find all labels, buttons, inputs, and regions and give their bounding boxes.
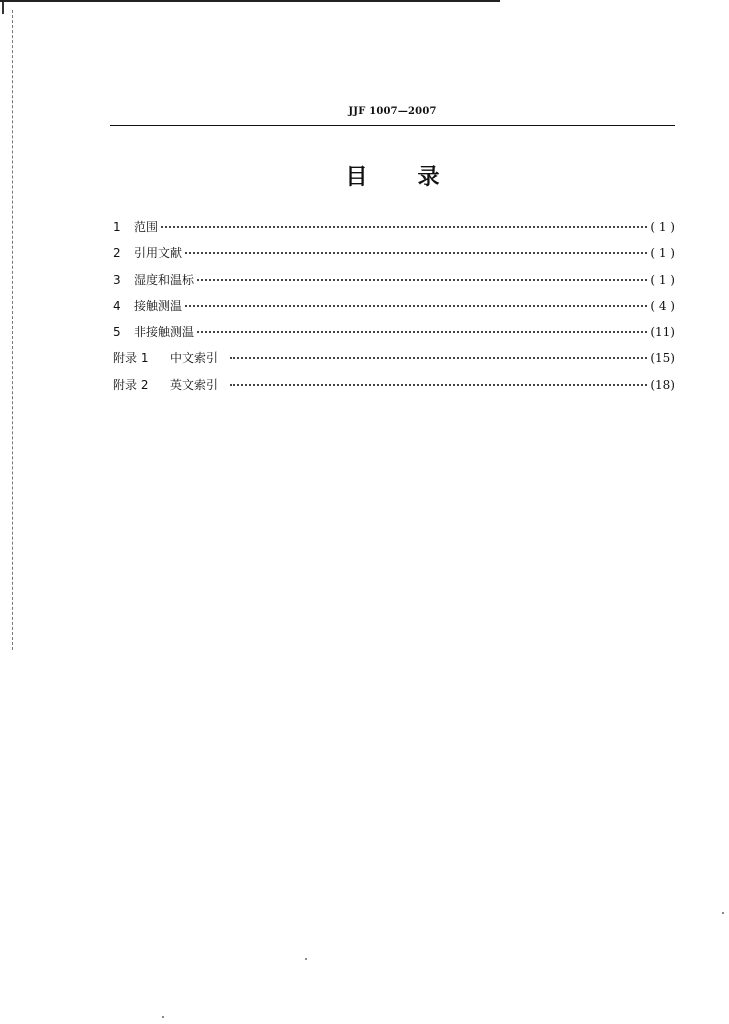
scan-speck xyxy=(162,1016,164,1018)
scan-mark xyxy=(2,2,10,14)
header-rule xyxy=(110,125,675,126)
toc-title xyxy=(110,160,675,191)
appendix-page: (15) xyxy=(650,351,675,366)
scan-edge-left xyxy=(12,10,13,650)
toc-entry-title: 湿度和温标 xyxy=(134,272,195,287)
toc-entry-4 xyxy=(113,297,675,323)
toc-entry-title: 接触测温 xyxy=(134,298,183,313)
scan-speck xyxy=(722,912,724,914)
scan-edge-top xyxy=(0,0,500,2)
table-of-contents xyxy=(113,218,675,402)
toc-appendix-1 xyxy=(113,349,675,375)
appendix-title: 英文索引 xyxy=(170,377,219,392)
dot-leader xyxy=(161,226,647,228)
toc-entry-page: ( 1 ) xyxy=(650,272,675,287)
dot-leader xyxy=(197,331,647,333)
toc-entry-page: ( 1 ) xyxy=(650,246,675,261)
toc-entry-number: 1 xyxy=(113,220,121,234)
appendix-page: (18) xyxy=(650,377,675,392)
toc-entry-number: 2 xyxy=(113,246,121,261)
toc-entry-number: 4 xyxy=(113,298,121,313)
toc-entry-title: 非接触测温 xyxy=(134,325,195,340)
toc-entry-5 xyxy=(113,323,675,349)
toc-entry-3 xyxy=(113,271,675,297)
title-char-1: 目 xyxy=(345,165,368,190)
toc-entry-title: 引用文献 xyxy=(134,246,183,261)
toc-entry-1 xyxy=(113,218,675,244)
appendix-title: 中文索引 xyxy=(170,351,219,366)
toc-entry-2 xyxy=(113,244,675,270)
appendix-label: 附录 2 xyxy=(113,377,149,392)
title-char-2: 录 xyxy=(417,165,440,190)
standard-code-header: JJF 1007—2007 xyxy=(348,106,437,117)
toc-entry-number: 5 xyxy=(113,325,121,340)
toc-entry-page: (11) xyxy=(650,325,675,340)
dot-leader xyxy=(185,252,647,254)
toc-entry-page: ( 1 ) xyxy=(650,220,675,234)
toc-entry-title: 范围 xyxy=(134,220,159,234)
dot-leader xyxy=(197,279,647,281)
toc-entry-number: 3 xyxy=(113,272,121,287)
scan-speck xyxy=(305,958,307,960)
toc-entry-page: ( 4 ) xyxy=(650,298,675,313)
dot-leader xyxy=(230,357,647,359)
dot-leader xyxy=(230,384,647,386)
appendix-label: 附录 1 xyxy=(113,351,149,366)
toc-appendix-2 xyxy=(113,376,675,402)
dot-leader xyxy=(185,305,647,307)
